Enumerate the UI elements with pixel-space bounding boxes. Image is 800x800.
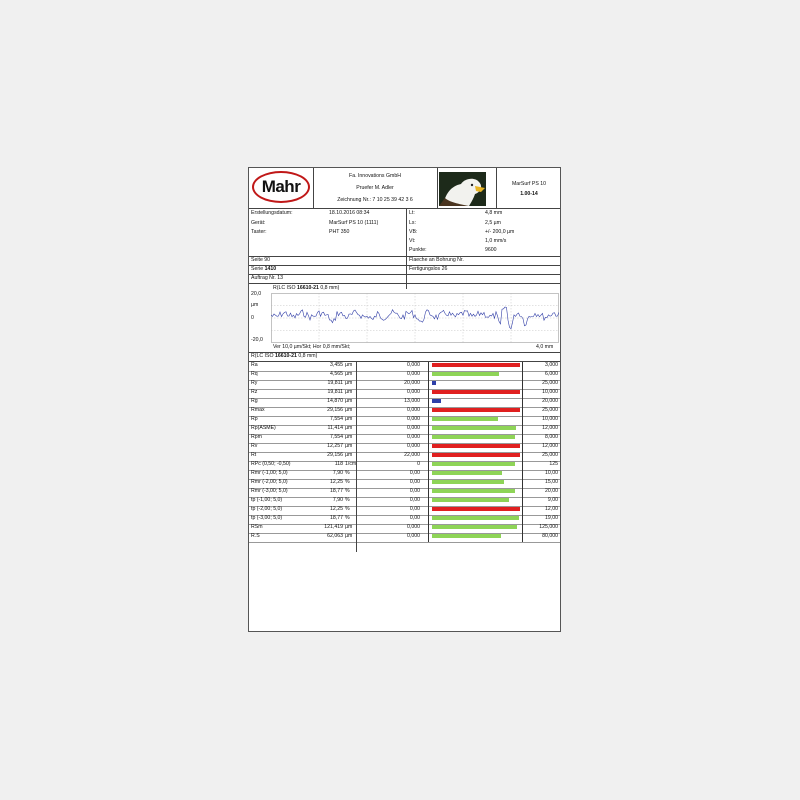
info-value-vb: +/- 200,0 µm: [485, 229, 515, 235]
row-value: 62,063: [327, 533, 343, 539]
row-value: 29,156: [327, 407, 343, 413]
row-param-name: Rv: [251, 443, 258, 449]
profile-svg: [271, 293, 559, 343]
info-value-date: 18.10.2016 08:34: [329, 210, 370, 216]
profile-title: [273, 286, 339, 292]
row-bar-frame: [428, 506, 429, 515]
row-bar-frame: [428, 443, 429, 452]
row-unit: µm: [345, 434, 353, 440]
profile-title-suffix: 0,8 mm): [320, 285, 340, 291]
row-lower-limit: 0,00: [409, 506, 420, 512]
row-bar-limit: [522, 398, 523, 407]
row-bar: [432, 435, 515, 439]
row-param-name: Rp(ASME): [251, 425, 276, 431]
row-bar-frame: [428, 497, 429, 506]
table-heading: [251, 354, 317, 360]
row-bar-limit: [522, 380, 523, 389]
row-upper-limit: 12,000: [542, 443, 558, 449]
row-bar-frame: [428, 362, 429, 371]
row-bar-frame: [428, 434, 429, 443]
row-lower-limit: 0,000: [407, 416, 420, 422]
profile-scale: Ver 10,0 µm/Skt; Hor 0,8 mm/Skt;: [273, 344, 351, 350]
row-value: 118: [334, 461, 343, 467]
row-param-name: Rmr (-2,00; 5,0): [251, 479, 288, 485]
profile-chart: [271, 293, 559, 343]
row-upper-limit: 20,00: [545, 488, 558, 494]
row-bar-limit: [522, 416, 523, 425]
row-upper-limit: 12,00: [545, 506, 558, 512]
row-bar: [432, 444, 520, 448]
info-label-lt: Lt:: [409, 210, 415, 216]
row-unit: µm: [345, 533, 353, 539]
profile-y-zero: 0: [251, 315, 254, 321]
row-bar: [432, 390, 520, 394]
row-bar-frame: [428, 479, 429, 488]
row-bar-frame: [428, 416, 429, 425]
row-bar-frame: [428, 488, 429, 497]
row-bar: [432, 426, 516, 430]
row-value: 4,565: [330, 371, 343, 377]
row-upper-limit: 19,00: [545, 515, 558, 521]
row-upper-limit: 25,000: [542, 407, 558, 413]
row-unit: 1/cm: [345, 461, 357, 467]
row-bar: [432, 471, 502, 475]
info-value-ls: 2,5 µm: [485, 220, 501, 226]
row-param-name: Ra: [251, 362, 258, 368]
order-number: Auftrag Nr. 13: [251, 275, 284, 281]
row-unit: µm: [345, 443, 353, 449]
row-bar-frame: [428, 461, 429, 470]
row-lower-limit: 0,000: [407, 533, 420, 539]
row-bar-frame: [428, 398, 429, 407]
row-bar-limit: [522, 524, 523, 533]
row-bar-limit: [522, 434, 523, 443]
row-lower-limit: 0,00: [409, 497, 420, 503]
row-bar-limit: [522, 362, 523, 371]
row-unit: %: [345, 488, 350, 494]
row-unit: µm: [345, 371, 353, 377]
row-lower-limit: 0: [417, 461, 420, 467]
row-bar: [432, 480, 504, 484]
profile-title-bold: 16610-21: [296, 285, 319, 291]
row-bar-frame: [428, 524, 429, 533]
info-value-vt: 1,0 mm/s: [485, 238, 507, 244]
row-upper-limit: 8,000: [545, 434, 558, 440]
row-value: 12,25: [330, 506, 343, 512]
row-param-name: Rpm: [251, 434, 262, 440]
row-bar-limit: [522, 470, 523, 479]
row-lower-limit: 0,00: [409, 515, 420, 521]
row-unit: µm: [345, 416, 353, 422]
row-lower-limit: 0,000: [407, 407, 420, 413]
info-label-device: Gerät:: [251, 220, 266, 226]
profile-y-top: 20,0: [251, 291, 262, 297]
row-upper-limit: 80,000: [542, 533, 558, 539]
row-value: 7,554: [330, 416, 343, 422]
row-value: 12,25: [330, 479, 343, 485]
row-bar-limit: [522, 389, 523, 398]
info-label-vb: VB:: [409, 229, 418, 235]
row-value: 7,554: [330, 434, 343, 440]
row-param-name: RSm: [251, 524, 263, 530]
info-label-ls: Ls:: [409, 220, 416, 226]
row-param-name: Rp: [251, 416, 258, 422]
row-value: 19,811: [327, 389, 343, 395]
row-param-name: Rg: [251, 398, 258, 404]
row-lower-limit: 0,000: [407, 389, 420, 395]
row-value: 29,156: [327, 452, 343, 458]
row-bar-frame: [428, 452, 429, 461]
row-bar-frame: [428, 425, 429, 434]
row-unit: %: [345, 515, 350, 521]
page-number: Seite 90: [251, 257, 271, 263]
row-lower-limit: 0,00: [409, 488, 420, 494]
row-bar: [432, 372, 499, 376]
row-bar-limit: [522, 461, 523, 470]
row-upper-limit: 10,000: [542, 416, 558, 422]
profile-title-prefix: R(LC ISO: [273, 285, 296, 291]
row-bar-frame: [428, 380, 429, 389]
row-bar-limit: [522, 425, 523, 434]
row-bar-frame: [428, 371, 429, 380]
row-param-name: Rq: [251, 371, 258, 377]
row-bar: [432, 525, 517, 529]
row-bar-frame: [428, 389, 429, 398]
row-upper-limit: 3,000: [545, 362, 558, 368]
row-param-name: Rz: [251, 389, 258, 395]
row-param-name: RPc (0,50; -0,50): [251, 461, 291, 467]
logo-text: Mahr: [261, 177, 301, 197]
row-upper-limit: 125: [549, 461, 558, 467]
row-bar: [432, 534, 501, 538]
row-bar-limit: [522, 515, 523, 524]
row-bar-limit: [522, 452, 523, 461]
row-value: 18,77: [330, 488, 343, 494]
row-value: 7,90: [332, 470, 343, 476]
row-unit: µm: [345, 452, 353, 458]
row-bar: [432, 489, 515, 493]
table-heading-suffix: 0,8 mm): [298, 353, 318, 359]
row-unit: µm: [345, 362, 353, 368]
row-unit: %: [345, 470, 350, 476]
row-unit: %: [345, 497, 350, 503]
inspector-name: Pruefer M. Adler: [356, 185, 394, 191]
table-row: [249, 533, 560, 543]
row-bar-frame: [428, 470, 429, 479]
row-lower-limit: 0,000: [407, 362, 420, 368]
row-lower-limit: 0,000: [407, 434, 420, 440]
info-value-probe: PHT 350: [329, 229, 350, 235]
row-value: 7,90: [332, 497, 343, 503]
batch-number: Fertigungslos 26: [409, 266, 448, 272]
row-bar: [432, 408, 520, 412]
report-sheet: [248, 167, 561, 632]
table-heading-bold: 16610-21: [274, 353, 297, 359]
row-bar-frame: [428, 533, 429, 542]
series-value: 1410: [264, 266, 277, 272]
profile-y-bottom: -20,0: [251, 337, 263, 343]
row-bar: [432, 498, 509, 502]
row-param-name: tp (-2,00; 5,0): [251, 506, 283, 512]
row-bar: [432, 381, 436, 385]
row-bar-limit: [522, 506, 523, 515]
eagle-image: [439, 172, 486, 206]
device-name: MarSurf PS 10: [511, 181, 547, 187]
row-upper-limit: 10,000: [542, 389, 558, 395]
row-bar: [432, 507, 520, 511]
info-value-points: 9600: [485, 247, 497, 253]
row-upper-limit: 125,000: [539, 524, 558, 530]
row-bar-frame: [428, 407, 429, 416]
row-lower-limit: 0,00: [409, 479, 420, 485]
row-lower-limit: 22,000: [404, 452, 420, 458]
info-value-device: MarSurf PS 10 (1111): [329, 220, 379, 226]
row-upper-limit: 25,000: [542, 452, 558, 458]
row-lower-limit: 0,000: [407, 443, 420, 449]
row-bar: [432, 462, 515, 466]
info-label-date: Erstellungsdatum:: [251, 210, 293, 216]
row-value: 11,414: [327, 425, 343, 431]
surface-label: Flaeche an Bohrung Nr.: [409, 257, 464, 263]
row-bar-limit: [522, 407, 523, 416]
row-param-name: Rmr (-3,00; 5,0): [251, 488, 288, 494]
row-param-name: Rmax: [251, 407, 265, 413]
info-label-points: Punkte:: [409, 247, 427, 253]
row-bar-limit: [522, 533, 523, 542]
row-unit: µm: [345, 407, 353, 413]
mahr-logo: [252, 171, 310, 203]
row-value: 121,419: [324, 524, 343, 530]
row-value: 3,455: [330, 362, 343, 368]
row-upper-limit: 12,000: [542, 425, 558, 431]
row-param-name: Rmr (-1,00; 5,0): [251, 470, 288, 476]
row-lower-limit: 0,000: [407, 524, 420, 530]
row-bar-limit: [522, 488, 523, 497]
row-lower-limit: 20,000: [404, 380, 420, 386]
row-unit: %: [345, 479, 350, 485]
row-value: 19,811: [327, 380, 343, 386]
row-upper-limit: 25,000: [542, 380, 558, 386]
row-bar: [432, 516, 519, 520]
info-value-lt: 4,8 mm: [485, 210, 503, 216]
row-lower-limit: 13,000: [404, 398, 420, 404]
row-bar: [432, 453, 520, 457]
profile-y-unit: µm: [251, 302, 259, 308]
results-table: [249, 362, 560, 552]
row-unit: µm: [345, 380, 353, 386]
row-upper-limit: 9,00: [547, 497, 558, 503]
row-value: 12,257: [327, 443, 343, 449]
table-divider: [356, 362, 357, 552]
series-field: [251, 267, 276, 273]
row-value: 14,870: [327, 398, 343, 404]
row-unit: µm: [345, 389, 353, 395]
row-value: 18,77: [330, 515, 343, 521]
row-bar: [432, 363, 520, 367]
row-bar-frame: [428, 515, 429, 524]
row-upper-limit: 10,00: [545, 470, 558, 476]
row-lower-limit: 0,00: [409, 470, 420, 476]
row-param-name: tp (-1,00; 5,0): [251, 497, 283, 503]
row-param-name: Rt: [251, 452, 257, 458]
row-bar: [432, 399, 441, 403]
row-unit: µm: [345, 398, 353, 404]
profile-length: 4,0 mm: [536, 344, 554, 350]
drawing-number: Zeichnung Nr.: 7 10 25 39 42 3 6: [337, 197, 413, 203]
row-param-name: tp (-3,00; 5,0): [251, 515, 283, 521]
row-unit: %: [345, 506, 350, 512]
row-lower-limit: 0,000: [407, 425, 420, 431]
row-unit: µm: [345, 524, 353, 530]
table-heading-prefix: R(LC ISO: [251, 353, 274, 359]
row-bar-limit: [522, 371, 523, 380]
row-bar-limit: [522, 479, 523, 488]
series-label: Serie: [251, 266, 264, 272]
row-lower-limit: 0,000: [407, 371, 420, 377]
row-bar-limit: [522, 443, 523, 452]
company-name: Fa. Innovations GmbH: [349, 173, 401, 179]
row-param-name: R.S: [251, 533, 260, 539]
info-label-vt: Vt:: [409, 238, 416, 244]
info-label-probe: Taster:: [251, 229, 267, 235]
row-bar: [432, 417, 498, 421]
row-unit: µm: [345, 425, 353, 431]
row-upper-limit: 15,00: [545, 479, 558, 485]
row-upper-limit: 20,000: [542, 398, 558, 404]
row-upper-limit: 6,000: [545, 371, 558, 377]
row-param-name: Ry: [251, 380, 258, 386]
firmware-version: 1.00-14: [520, 191, 538, 197]
row-bar-limit: [522, 497, 523, 506]
